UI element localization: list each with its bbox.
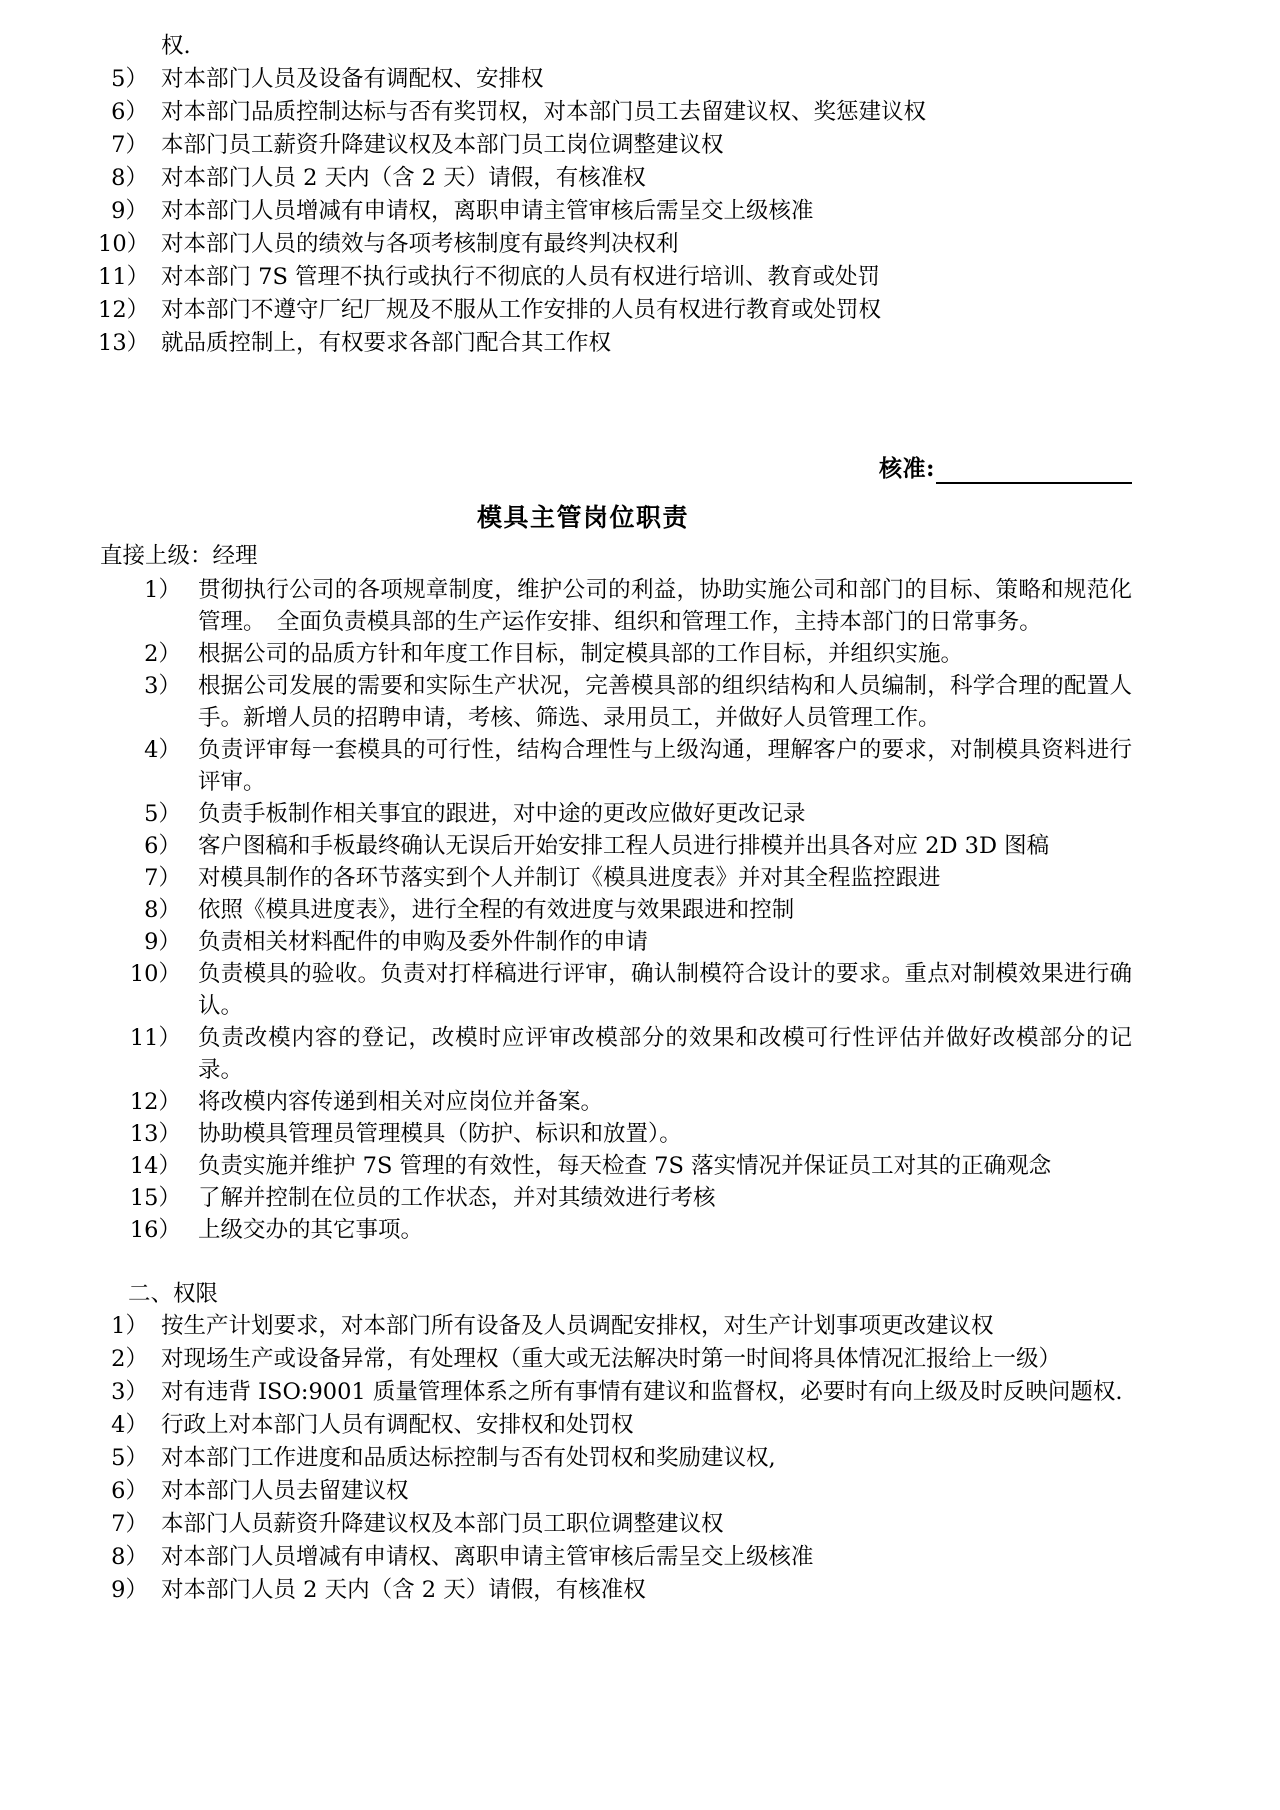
list-item [98,798,1132,830]
list-item-marker: 9） [111,198,148,224]
list-item-text: 将改模内容传递到相关对应岗位并备案。 [198,1089,604,1115]
list-item [98,894,1132,926]
list-item-text: 了解并控制在位员的工作状态，并对其绩效进行考核 [198,1185,716,1211]
list-item-marker: 5） [144,801,181,827]
list-item-text: 行政上对本部门人员有调配权、安排权和处罚权 [161,1412,634,1438]
list-item-marker: 7） [111,1511,148,1537]
list-item [98,63,1132,95]
list-item-marker: 3） [111,1379,148,1405]
list-item [98,1541,1132,1573]
list-item-text: 负责相关材料配件的申购及委外件制作的申请 [198,929,649,955]
list-item-marker: 8） [144,897,181,923]
list-item-marker: 12） [129,1089,181,1115]
list-item [98,327,1132,359]
list-item-marker: 1） [144,577,181,603]
list-item-text: 对本部门不遵守厂纪厂规及不服从工作安排的人员有权进行教育或处罚权 [161,297,882,323]
list-item-marker: 12） [98,297,150,323]
list-item-text: 负责评审每一套模具的可行性，结构合理性与上级沟通，理解客户的要求，对制模具资料进行评审。 [198,737,1132,795]
list-item-marker: 13） [129,1121,181,1147]
list-item [98,1409,1132,1441]
list-item-text: 对本部门品质控制达标与否有奖罚权，对本部门员工去留建议权、奖惩建议权 [161,99,927,125]
list-item-text: 对本部门人员的绩效与各项考核制度有最终判决权利 [161,231,679,257]
list-item-text: 客户图稿和手板最终确认无误后开始安排工程人员进行排模并出具各对应 2D 3D 图稿 [198,833,1050,859]
vertical-gap [98,396,1132,432]
list-item-text: 对现场生产或设备异常，有处理权（重大或无法解决时第一时间将具体情况汇报给上一级） [161,1346,1062,1372]
list-item-marker: 10） [98,231,150,257]
list-item-marker: 6） [111,1478,148,1504]
list-item [98,1475,1132,1507]
list-item [98,1343,1132,1375]
list-item-marker: 6） [111,99,148,125]
list-item [98,1214,1132,1246]
list-item-text: 根据公司发展的需要和实际生产状况，完善模具部的组织结构和人员编制，科学合理的配置人手。新增人员的招聘申请，考核、筛选、录用员工，并做好人员管理工作。 [198,673,1132,731]
list-item [98,830,1132,862]
page-title: 模具主管岗位职责 [476,503,689,532]
list-item [98,96,1132,128]
list-item-marker: 5） [111,66,148,92]
approval-row [98,454,1132,484]
list-item-text: 根据公司的品质方针和年度工作目标，制定模具部的工作目标，并组织实施。 [198,641,964,667]
list-item [98,1508,1132,1540]
list-item [98,1086,1132,1118]
list-item-marker: 14） [129,1153,181,1179]
list-item [98,958,1132,1022]
authority-list [98,1310,1132,1606]
list-item-marker: 9） [144,929,181,955]
list-item-marker: 3） [144,673,181,699]
list-item-marker: 6） [144,833,181,859]
list-item [98,1118,1132,1150]
list-item-marker: 4） [111,1412,148,1438]
vertical-gap [98,360,1132,396]
list-item [98,1376,1132,1408]
list-item [98,228,1132,260]
list-item-marker: 11） [129,1025,181,1051]
list-item-marker: 5） [111,1445,148,1471]
list-item-text: 负责实施并维护 7S 管理的有效性，每天检查 7S 落实情况并保证员工对其的正确观念 [198,1153,1052,1179]
list-item-text: 协助模具管理员管理模具（防护、标识和放置）。 [198,1121,682,1147]
list-item-marker: 15） [129,1185,181,1211]
duties-list [98,574,1132,1246]
section-heading-authority: 二、权限 [128,1281,219,1307]
list-item [98,1150,1132,1182]
list-item-marker: 7） [111,132,148,158]
approval-label: 核准: [879,455,935,482]
vertical-gap [98,1246,1132,1268]
list-item-text: 对本部门人员去留建议权 [161,1478,409,1504]
list-item-marker: 4） [144,737,181,763]
list-item-text: 上级交办的其它事项。 [198,1217,424,1243]
list-item [98,638,1132,670]
list-item [98,162,1132,194]
list-item-text: 对本部门 7S 管理不执行或执行不彻底的人员有权进行培训、教育或处罚 [161,264,881,290]
list-item [98,195,1132,227]
list-item [98,926,1132,958]
list-item [98,670,1132,734]
list-item-text: 对本部门人员及设备有调配权、安排权 [161,66,544,92]
list-item-marker: 8） [111,165,148,191]
vertical-gap [98,1268,1132,1278]
list-item [98,1574,1132,1606]
list-item-text: 对本部门人员 2 天内（含 2 天）请假，有核准权 [161,165,646,191]
list-item-text: 对有违背 ISO:9001 质量管理体系之所有事情有建议和监督权，必要时有向上级及时反映问题权. [161,1379,1123,1405]
list-item-text: 对本部门人员增减有申请权、离职申请主管审核后需呈交上级核准 [161,1544,814,1570]
list-item [98,574,1132,638]
list-item-marker: 2） [144,641,181,667]
list-item-text: 对本部门人员 2 天内（含 2 天）请假，有核准权 [161,1577,646,1603]
list-item-text: 就品质控制上，有权要求各部门配合其工作权 [161,330,612,356]
list-item-text: 负责模具的验收。负责对打样稿进行评审，确认制模符合设计的要求。重点对制模效果进行确认。 [198,961,1132,1019]
list-item-marker: 2） [111,1346,148,1372]
list-item [98,1022,1132,1086]
continuation-line: 权. [161,33,191,59]
list-item-text: 依照《模具进度表》，进行全程的有效进度与效果跟进和控制 [198,897,795,923]
list-item [98,734,1132,798]
list-item-text: 对本部门工作进度和品质达标控制与否有处罚权和奖励建议权, [161,1445,776,1471]
list-item-marker: 11） [98,264,150,290]
list-item-marker: 10） [129,961,181,987]
list-item-text: 本部门员工薪资升降建议权及本部门员工岗位调整建议权 [161,132,724,158]
list-item [98,1310,1132,1342]
list-item-text: 对模具制作的各环节落实到个人并制订《模具进度表》并对其全程监控跟进 [198,865,941,891]
direct-supervisor-line: 直接上级：经理 [100,543,258,569]
list-item-marker: 8） [111,1544,148,1570]
list-item-text: 按生产计划要求，对本部门所有设备及人员调配安排权，对生产计划事项更改建议权 [161,1313,994,1339]
list-item-text: 贯彻执行公司的各项规章制度，维护公司的利益，协助实施公司和部门的目标、策略和规范化管理。 全面负责模具部的生产运作安排、组织和管理工作，主持本部门的日常事务。 [198,577,1132,635]
list-item-text: 本部门人员薪资升降建议权及本部门员工职位调整建议权 [161,1511,724,1537]
vertical-gap [98,432,1132,454]
list-item-marker: 1） [111,1313,148,1339]
list-item [98,294,1132,326]
list-item [98,1182,1132,1214]
approval-signature-field[interactable] [936,456,1132,484]
list-item-marker: 9） [111,1577,148,1603]
list-item-text: 负责改模内容的登记，改模时应评审改模部分的效果和改模可行性评估并做好改模部分的记录。 [198,1025,1132,1083]
list-item [98,862,1132,894]
list-item [98,261,1132,293]
list-item [98,1442,1132,1474]
authority-list-continued [98,63,1132,359]
list-item [98,129,1132,161]
list-item-text: 对本部门人员增减有申请权，离职申请主管审核后需呈交上级核准 [161,198,814,224]
list-item-marker: 16） [129,1217,181,1243]
list-item-text: 负责手板制作相关事宜的跟进，对中途的更改应做好更改记录 [198,801,806,827]
list-item-marker: 7） [144,865,181,891]
list-item-marker: 13） [98,330,150,356]
